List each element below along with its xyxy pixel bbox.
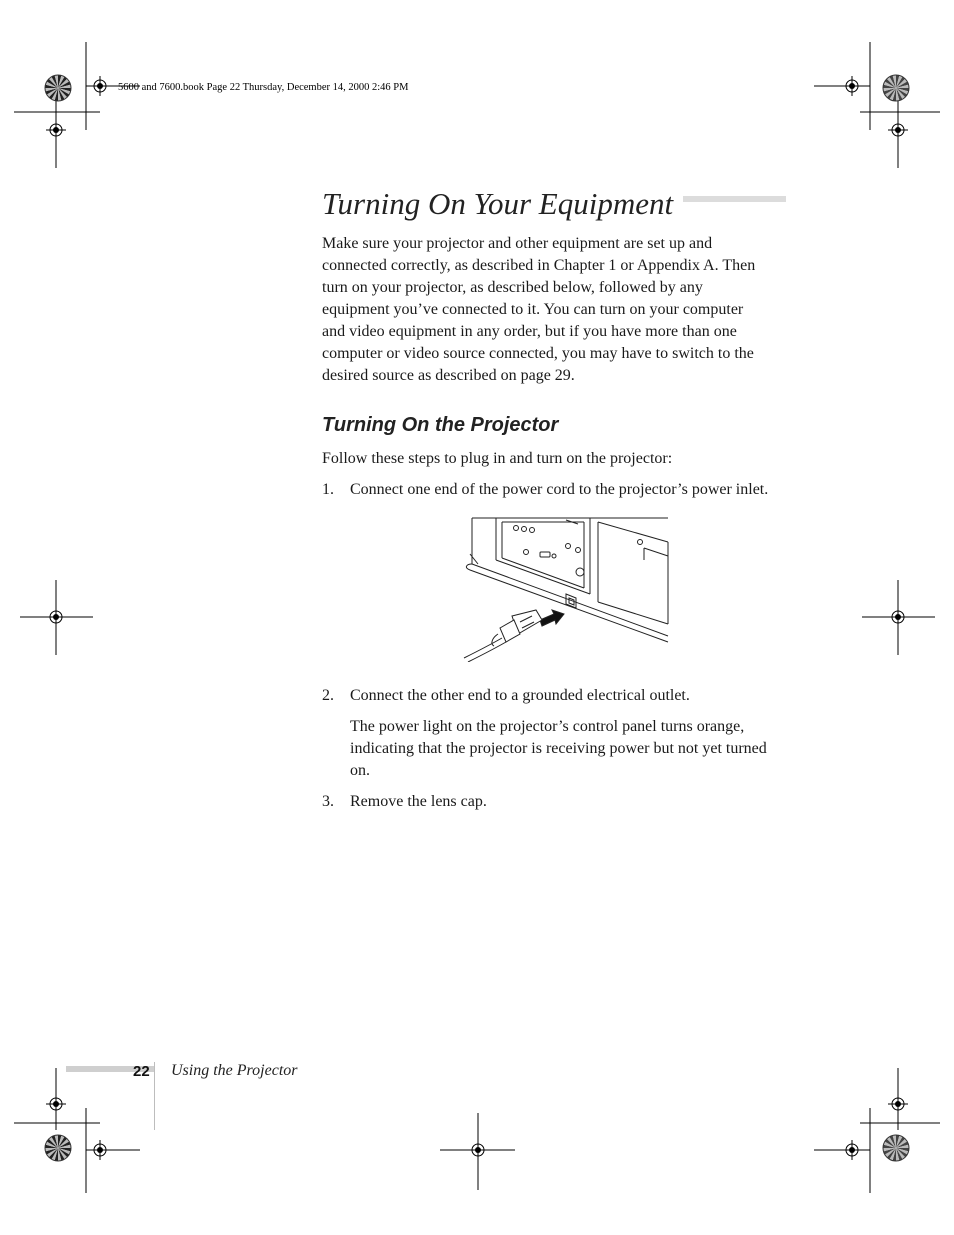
registration-target-icon [842,76,862,96]
registration-target-icon [888,607,908,627]
step-text: Connect the other end to a grounded electrical outlet. [350,687,690,704]
color-wheel-icon [883,1135,909,1161]
step-note [350,716,790,782]
step-number: 3. [322,793,334,810]
registration-target-icon [888,1094,908,1114]
intro-line: connected correctly, as described in Chapter 1 or Appendix A. Then [322,257,756,274]
registration-target-icon [46,607,66,627]
section-heading: Turning On the Projector [322,414,559,436]
step-note-line: on. [350,762,370,779]
color-wheel-icon [45,75,71,101]
page-title: Turning On Your Equipment [322,186,683,222]
footer-divider [154,1062,155,1130]
intro-line: computer or video source connected, you may have to switch to the [322,345,754,362]
intro-line: desired source as described on page 29. [322,367,575,384]
color-wheel-icon [883,75,909,101]
step-text: Remove the lens cap. [350,793,487,810]
power-cord-connection-illustration [458,512,670,662]
step-number: 1. [322,481,334,498]
page-number: 22 [133,1063,150,1080]
intro-line: Make sure your projector and other equipment are set up and [322,235,713,252]
print-header: 5600 and 7600.book Page 22 Thursday, December 14, 2000 2:46 PM [118,82,409,93]
step-note-line: indicating that the projector is receiving power but not yet turned [350,740,767,757]
step-number: 2. [322,687,334,704]
intro-paragraph [322,233,788,387]
registration-target-icon [46,120,66,140]
registration-target-icon [46,1094,66,1114]
registration-target-icon [468,1140,488,1160]
registration-target-icon [90,76,110,96]
lead-in-text: Follow these steps to plug in and turn on the projector: [322,450,673,467]
registration-target-icon [90,1140,110,1160]
registration-target-icon [842,1140,862,1160]
color-wheel-icon [45,1135,71,1161]
intro-line: equipment you’ve connected to it. You can turn on your computer [322,301,744,318]
intro-line: and video equipment in any order, but if you have more than one [322,323,737,340]
registration-target-icon [888,120,908,140]
intro-line: turn on your projector, as described below, followed by any [322,279,703,296]
step-text: Connect one end of the power cord to the projector’s power inlet. [350,481,769,498]
footer-section-title: Using the Projector [171,1062,298,1079]
step-note-line: The power light on the projector’s control panel turns orange, [350,718,745,735]
